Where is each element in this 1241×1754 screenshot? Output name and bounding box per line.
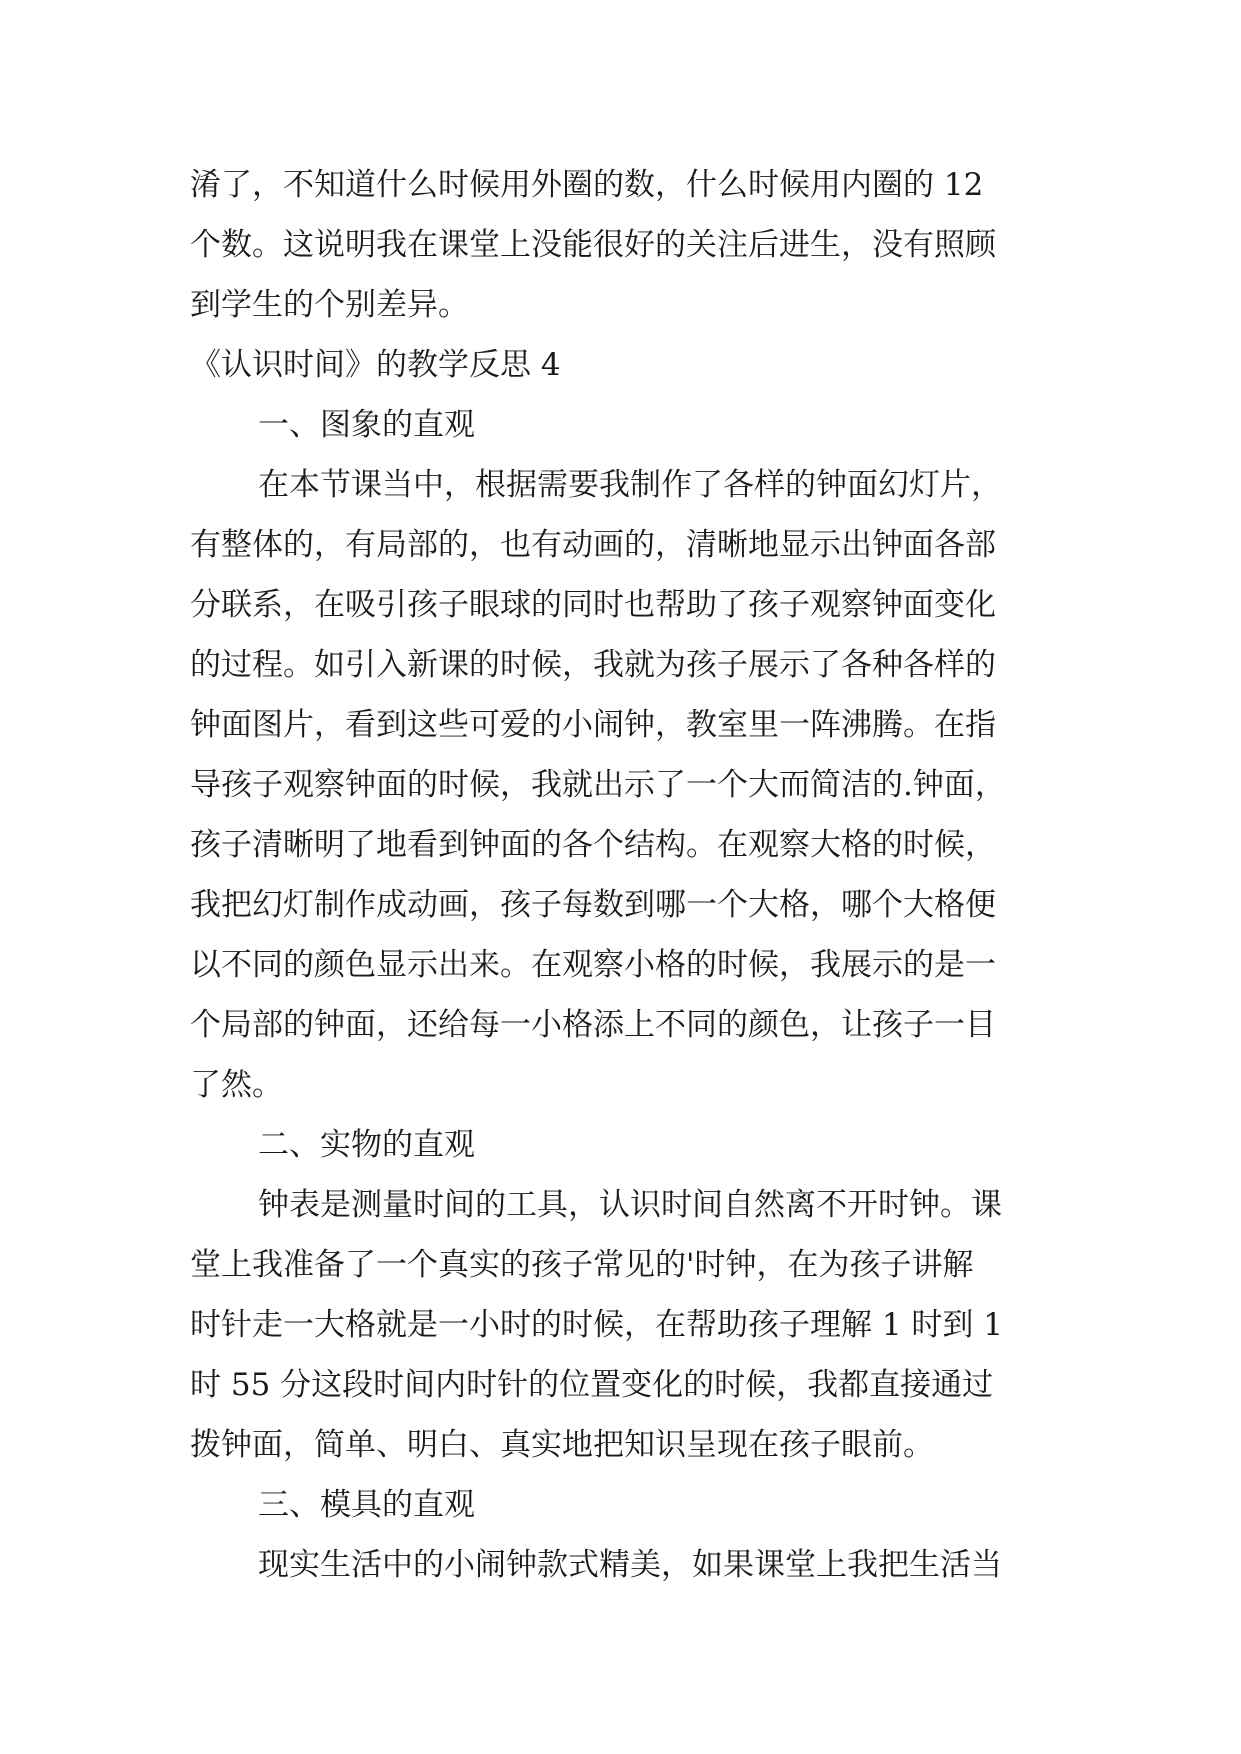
text-line: 到学生的个别差异。 bbox=[190, 287, 469, 323]
text-line: 淆了，不知道什么时候用外圈的数，什么时候用内圈的 12 bbox=[190, 167, 984, 203]
text-line: 钟面图片，看到这些可爱的小闹钟，教室里一阵沸腾。在指 bbox=[190, 707, 996, 743]
section-heading: 三、模具的直观 bbox=[258, 1487, 475, 1523]
text-line: 时针走一大格就是一小时的时候，在帮助孩子理解 1 时到 1 bbox=[190, 1307, 1004, 1343]
section-heading: 二、实物的直观 bbox=[258, 1127, 475, 1163]
text-line: 我把幻灯制作成动画，孩子每数到哪一个大格，哪个大格便 bbox=[190, 887, 996, 923]
text-line: 钟表是测量时间的工具，认识时间自然离不开时钟。课 bbox=[258, 1187, 1002, 1223]
text-line: 以不同的颜色显示出来。在观察小格的时候，我展示的是一 bbox=[190, 947, 996, 983]
text-line: 孩子清晰明了地看到钟面的各个结构。在观察大格的时候， bbox=[190, 827, 996, 863]
text-line: 时 55 分这段时间内时针的位置变化的时候，我都直接通过 bbox=[190, 1367, 994, 1403]
text-line: 现实生活中的小闹钟款式精美，如果课堂上我把生活当 bbox=[258, 1547, 1002, 1583]
text-line: 在本节课当中，根据需要我制作了各样的钟面幻灯片， bbox=[258, 467, 1002, 503]
text-line: 分联系，在吸引孩子眼球的同时也帮助了孩子观察钟面变化 bbox=[190, 587, 996, 623]
text-line: 堂上我准备了一个真实的孩子常见的'时钟，在为孩子讲解 bbox=[190, 1247, 974, 1283]
section-title: 《认识时间》的教学反思 4 bbox=[190, 347, 561, 383]
text-line: 个局部的钟面，还给每一小格添上不同的颜色，让孩子一目 bbox=[190, 1007, 996, 1043]
section-heading: 一、图象的直观 bbox=[258, 407, 475, 443]
text-line: 拨钟面，简单、明白、真实地把知识呈现在孩子眼前。 bbox=[190, 1427, 934, 1463]
text-line: 个数。这说明我在课堂上没能很好的关注后进生，没有照顾 bbox=[190, 227, 996, 263]
text-line: 的过程。如引入新课的时候，我就为孩子展示了各种各样的 bbox=[190, 647, 996, 683]
text-line: 导孩子观察钟面的时候，我就出示了一个大而简洁的.钟面， bbox=[190, 767, 1006, 803]
text-line: 了然。 bbox=[190, 1067, 283, 1103]
text-line: 有整体的，有局部的，也有动画的，清晰地显示出钟面各部 bbox=[190, 527, 996, 563]
